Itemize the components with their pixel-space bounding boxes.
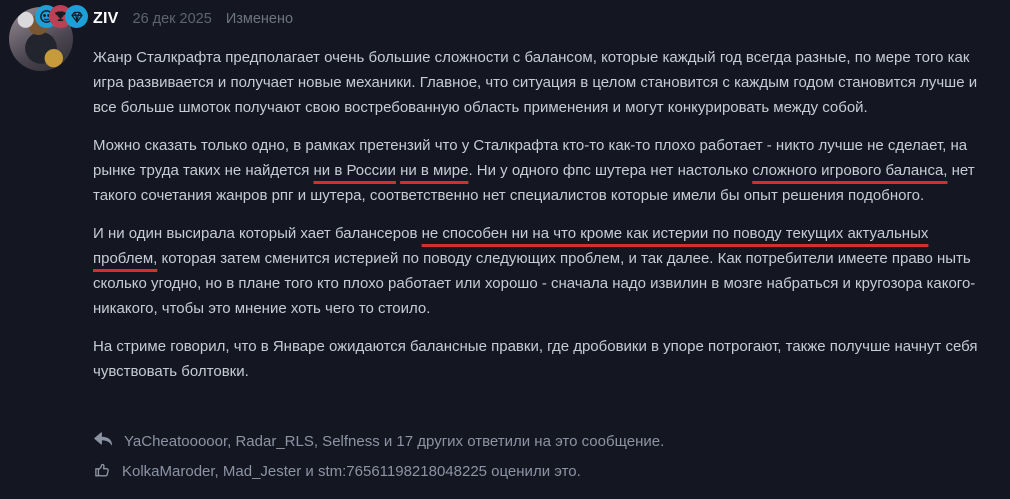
text-segment: И ни один высирала который хает балансеров — [93, 225, 422, 242]
post-paragraph — [93, 334, 986, 384]
red-underlined-phrase: сложного игрового баланса, — [752, 162, 948, 179]
post-date: 26 дек 2025 — [132, 11, 212, 27]
username-link[interactable]: ZIV — [93, 10, 119, 27]
post-paragraph — [93, 133, 986, 208]
post-content — [93, 7, 986, 486]
likes-text: KolkaMaroder, Mad_Jester и stm:76561198218048225 оценили это. — [122, 462, 581, 480]
text-segment: Можно сказать только одно, в рамках претензий что у Сталкрафта кто-то как-то плохо работает - никто лучше не сделает, на рынке труда таких не найдется — [93, 137, 968, 179]
diamond-icon — [69, 9, 85, 25]
post-body — [93, 45, 986, 384]
red-underlined-phrase: не способен ни на что кроме как истерии по поводу текущих актуальных проблем, — [93, 225, 929, 267]
post-header — [93, 10, 986, 28]
text-segment: На стриме говорил, что в Январе ожидаются балансные правки, где дробовики в упоре потрогают, также получше начнут себя чувствовать болтовки. — [93, 338, 978, 380]
text-segment: нет такого сочетания жанров рпг и шутера, соответственно нет специалистов которые имели бы опыт решения подобного. — [93, 162, 975, 204]
text-segment: Жанр Сталкрафта предполагает очень большие сложности с балансом, которые каждый год всегда разные, по мере того как игра развивается и получает новые механики. Главное, что ситуация в целом становится с каждым годом становится лучше и все больше шмоток получают свою востребованную область применения и могут конкурировать между собой. — [93, 49, 978, 116]
post-paragraph — [93, 45, 986, 120]
post-paragraph — [93, 221, 986, 321]
red-underlined-phrase: ни в мире — [400, 162, 469, 179]
thumbs-up-icon — [94, 461, 111, 482]
diamond-badge[interactable] — [65, 5, 88, 28]
avatar-column — [9, 7, 93, 486]
post-footer — [93, 426, 986, 486]
text-segment: которая затем сменится истерией по поводу следующих проблем, и так далее. Как потребители имеете право ныть сколько угодно, но в плане того кто плохо работает или хорошо - сначала надо извилин в мозге набраться и кругозора какого-никакого, чтобы это мнение хоть чего то стоило. — [93, 250, 976, 317]
replies-text: YaCheatooooor, Radar_RLS, Selfness и 17 других ответили на это сообщение. — [124, 432, 665, 450]
text-segment: . Ни у одного фпс шутера нет настолько — [468, 162, 753, 179]
likes-row[interactable] — [94, 456, 986, 486]
replies-row[interactable] — [94, 426, 986, 456]
red-underlined-phrase: ни в России — [313, 162, 396, 179]
reply-arrow-icon — [94, 431, 113, 451]
edited-label: Изменено — [225, 11, 294, 27]
